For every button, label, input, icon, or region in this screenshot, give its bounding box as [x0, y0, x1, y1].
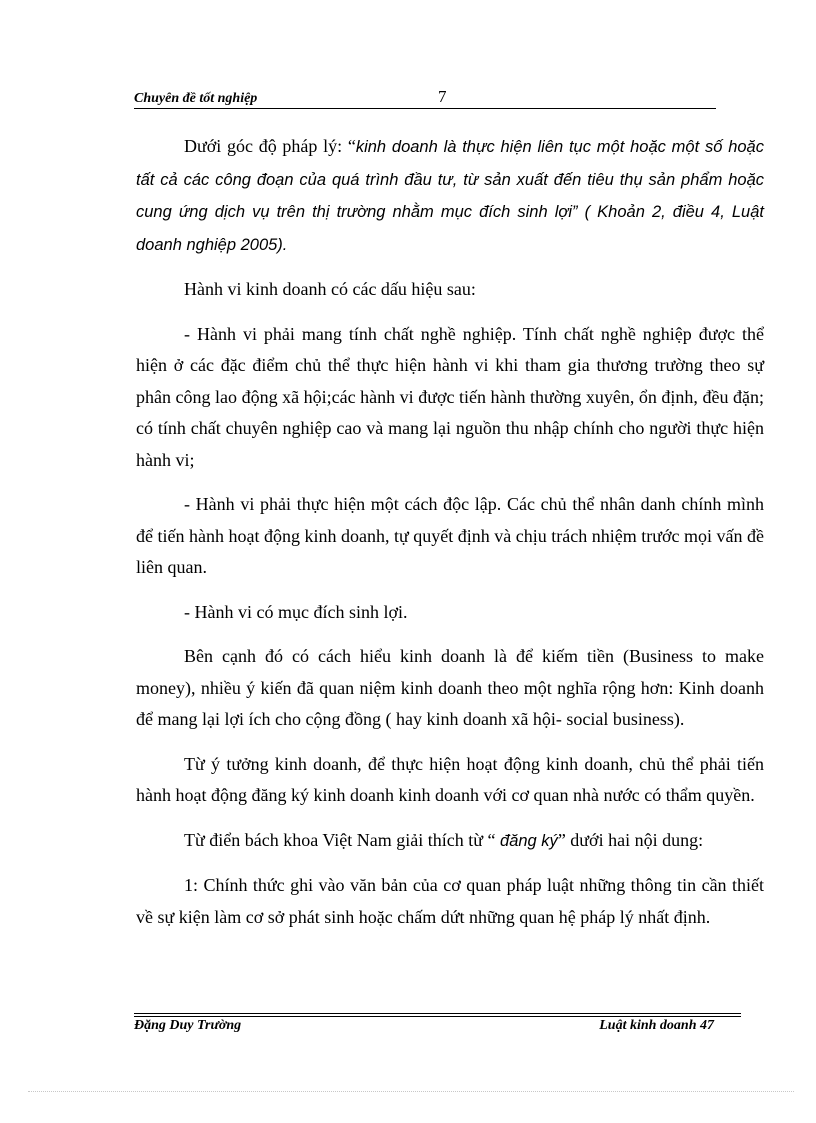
paragraph: Hành vi kinh doanh có các dấu hiệu sau: [184, 279, 476, 299]
paragraph-tail: ” dưới hai nội dung: [557, 829, 704, 850]
document-body [136, 131, 764, 933]
paragraph: 1: Chính thức ghi vào văn bản của cơ quan pháp luật những thông tin cần thiết về sự kiện làm cơ sở phát sinh hoặc chấm dứt những quan hệ pháp lý nhất định. [136, 875, 764, 927]
page-header [134, 86, 716, 109]
footer-author: Đặng Duy Trường [134, 1018, 242, 1033]
paragraph: - Hành vi phải mang tính chất nghề nghiệp. Tính chất nghề nghiệp được thể hiện ở các đặc điểm chủ thể thực hiện hành vi khi tham gia thương trường theo sự phân công lao động xã hội;các hành vi được tiến hành thường xuyên, ổn định, đều đặn; có tính chất chuyên nghiệp cao và mang lại nguồn thu nhập chính cho người thực hiện hành vi; [136, 323, 764, 470]
footer-rule-top [134, 1013, 741, 1014]
paragraph: Từ ý tưởng kinh doanh, để thực hiện hoạt động kinh doanh, chủ thể phải tiến hành hoạt động đăng ký kinh doanh kinh doanh với cơ quan nhà nước có thẩm quyền. [136, 753, 764, 805]
footer-class-label: Luật kinh doanh 47 [599, 1018, 714, 1033]
page-footer [134, 1018, 714, 1038]
paragraph-lead: Từ điển bách khoa Việt Nam giải thích từ “ [184, 829, 501, 850]
page-number: 7 [438, 87, 447, 106]
paragraph: - Hành vi có mục đích sinh lợi. [184, 601, 408, 622]
italic-term: đăng ký [500, 831, 558, 850]
page-bottom-divider [28, 1091, 794, 1092]
paragraph: Bên cạnh đó có cách hiểu kinh doanh là để kiếm tiền (Business to make money), nhiều ý kiến đã quan niệm kinh doanh theo một nghĩa rộng hơn: Kinh doanh để mang lại lợi ích cho cộng đồng ( hay kinh doanh xã hội- social business). [136, 646, 764, 729]
paragraph-dictionary [136, 825, 764, 858]
legal-quote: kinh doanh là thực hiện liên tục một hoặc một số hoặc tất cả các công đoạn của quá trình đầu tư, từ sản xuất đến tiêu thụ sản phẩm hoặc cung ứng dịch vụ trên thị trường nhằm mục đích sinh lợi” ( Khoản 2, điều 4, Luật doanh nghiệp 2005). [136, 138, 764, 254]
header-title: Chuyên đề tốt nghiệp [134, 91, 258, 106]
paragraph-lead: Dưới góc độ pháp lý: “ [184, 136, 356, 156]
paragraph-legal-definition [136, 131, 764, 261]
footer-rule-bottom [134, 1016, 741, 1017]
paragraph: - Hành vi phải thực hiện một cách độc lập. Các chủ thể nhân danh chính mình để tiến hành hoạt động kinh doanh, tự quyết định và chịu trách nhiệm trước mọi vấn đề liên quan. [136, 494, 764, 577]
